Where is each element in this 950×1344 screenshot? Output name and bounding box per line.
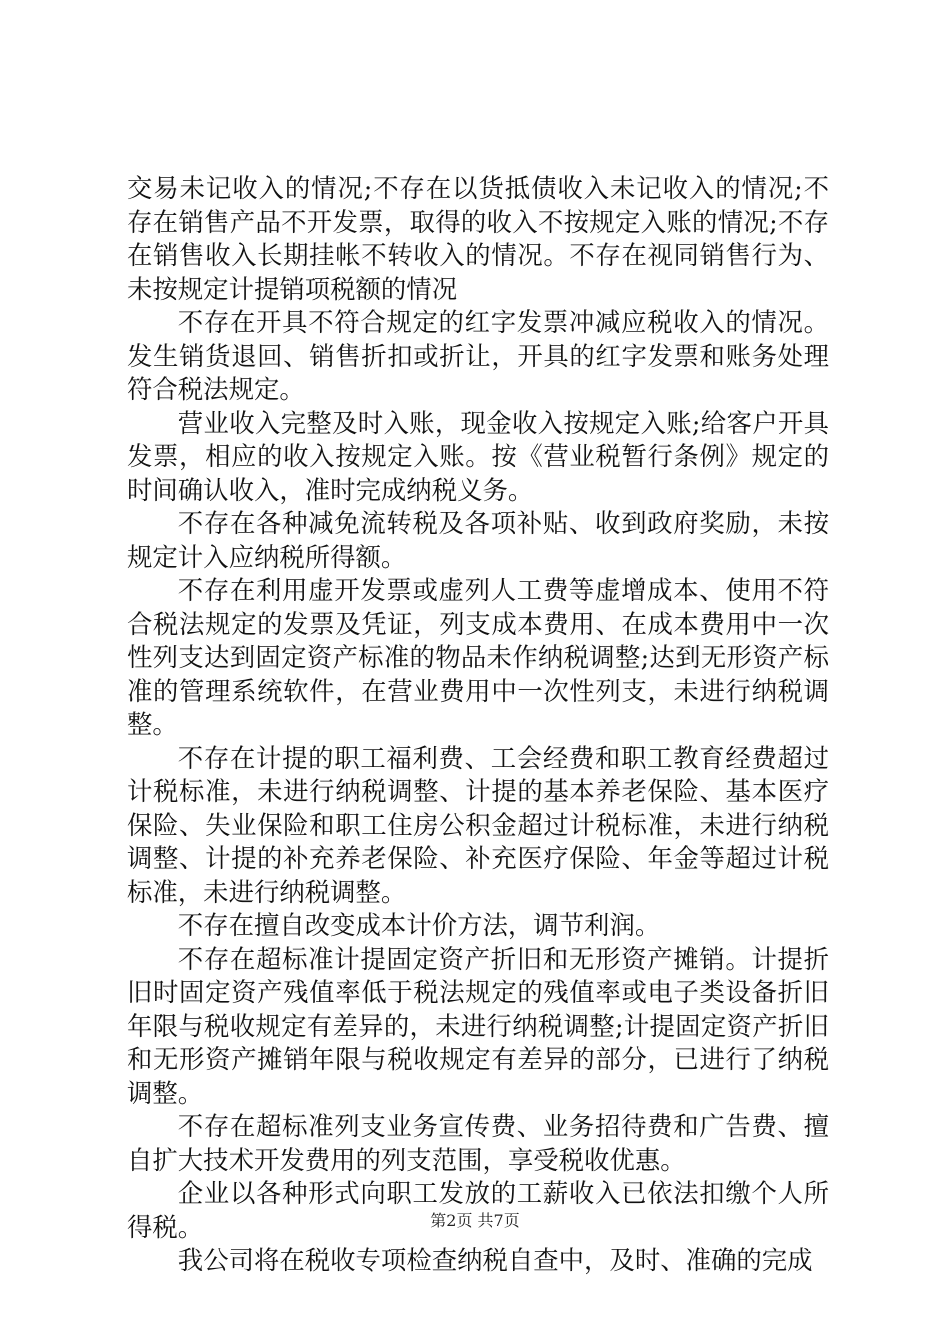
paragraph-11: 我公司将在税收专项检查纳税自查中，及时、准确的完成 xyxy=(177,1245,813,1275)
paragraph-10: 企业以各种形式向职工发放的工薪收入已依法扣缴个人所得税。 xyxy=(127,1178,829,1242)
document-body xyxy=(127,172,829,1278)
paragraph-8: 不存在超标准计提固定资产折旧和无形资产摊销。计提折旧时固定资产残值率低于税法规定的残值率或电子类设备折旧年限与税收规定有差异的，未进行纳税调整;计提固定资产折旧和无形资产摊销年限与税收规定有差异的部分，已进行了纳税调整。 xyxy=(127,943,829,1108)
paragraph-1: 交易未记收入的情况;不存在以货抵债收入未记收入的情况;不存在销售产品不开发票，取得的收入不按规定入账的情况;不存在销售收入长期挂帐不转收入的情况。不存在视同销售行为、未按规定计提销项税额的情况 xyxy=(127,173,829,304)
paragraph-4: 不存在各种减免流转税及各项补贴、收到政府奖励，未按规定计入应纳税所得额。 xyxy=(127,508,829,572)
paragraph-3: 营业收入完整及时入账，现金收入按规定入账;给客户开具发票，相应的收入按规定入账。按《营业税暂行条例》规定的时间确认收入，准时完成纳税义务。 xyxy=(127,407,829,505)
paragraph-7: 不存在擅自改变成本计价方法，调节利润。 xyxy=(177,910,661,940)
page-number-footer: 第2页 共7页 xyxy=(430,1211,520,1230)
paragraph-6: 不存在计提的职工福利费、工会经费和职工教育经费超过计税标准，未进行纳税调整、计提的基本养老保险、基本医疗保险、失业保险和职工住房公积金超过计税标准，未进行纳税调整、计提的补充养老保险、补充医疗保险、年金等超过计税标准，未进行纳税调整。 xyxy=(127,742,829,907)
paragraph-9: 不存在超标准列支业务宣传费、业务招待费和广告费、擅自扩大技术开发费用的列支范围，享受税收优惠。 xyxy=(127,1111,829,1175)
paragraph-2: 不存在开具不符合规定的红字发票冲减应税收入的情况。发生销货退回、销售折扣或折让，开具的红字发票和账务处理符合税法规定。 xyxy=(127,307,829,404)
paragraph-5: 不存在利用虚开发票或虚列人工费等虚增成本、使用不符合税法规定的发票及凭证，列支成本费用、在成本费用中一次性列支达到固定资产标准的物品未作纳税调整;达到无形资产标准的管理系统软件，在营业费用中一次性列支，未进行纳税调整。 xyxy=(127,575,829,739)
